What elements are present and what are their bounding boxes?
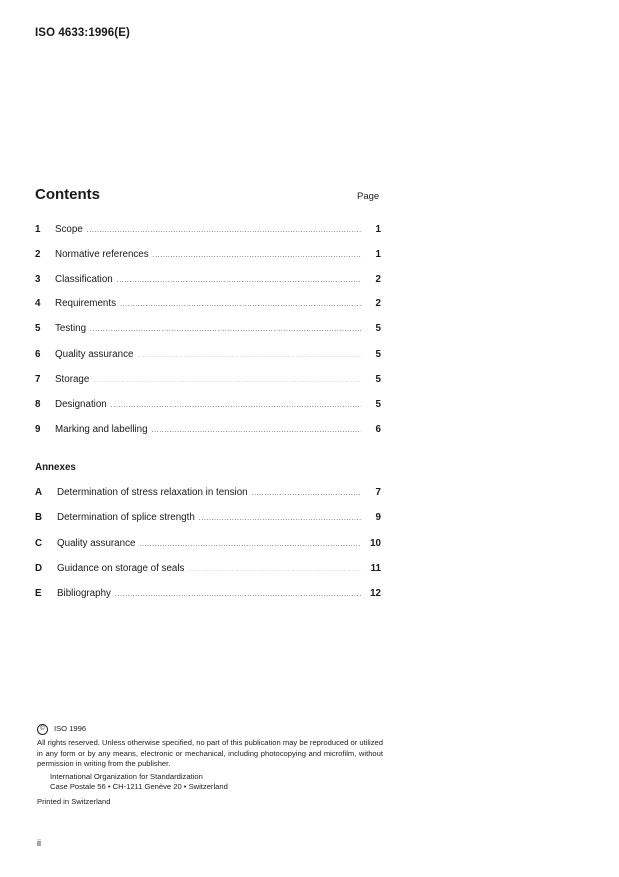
toc-entry[interactable] bbox=[35, 249, 381, 263]
toc-entry-title: Designation bbox=[55, 399, 107, 410]
toc-entry-title: Testing bbox=[55, 323, 87, 334]
toc-entry-title: Normative references bbox=[55, 249, 149, 260]
toc-entry[interactable] bbox=[35, 424, 381, 438]
copyright-year: ISO 1996 bbox=[54, 724, 87, 734]
toc-entry-page: 6 bbox=[375, 424, 381, 435]
annex-entry-page: 11 bbox=[370, 563, 381, 574]
dot-leader bbox=[117, 277, 361, 284]
toc-entry-title: Classification bbox=[55, 274, 113, 285]
dot-leader bbox=[153, 252, 361, 259]
toc-entry[interactable] bbox=[35, 224, 381, 238]
annex-entry-page: 10 bbox=[370, 538, 381, 549]
toc-entry-page: 5 bbox=[375, 399, 381, 410]
toc-entry-number: 9 bbox=[35, 424, 41, 435]
page-column-label: Page bbox=[357, 191, 380, 202]
toc-entry-page: 1 bbox=[375, 249, 381, 260]
toc-entry-title: Quality assurance bbox=[55, 349, 134, 360]
annex-entry-title: Determination of splice strength bbox=[57, 512, 195, 523]
annex-entry-page: 7 bbox=[375, 487, 381, 498]
printed-in: Printed in Switzerland bbox=[37, 796, 111, 806]
annex-entry-title: Quality assurance bbox=[57, 538, 136, 549]
annex-entry[interactable] bbox=[35, 588, 381, 602]
copyright-line bbox=[37, 724, 383, 735]
toc-entry-page: 2 bbox=[375, 274, 381, 285]
dot-leader bbox=[87, 227, 361, 234]
dot-leader bbox=[93, 377, 361, 384]
toc-entry-page: 1 bbox=[375, 224, 381, 235]
annexes-heading: Annexes bbox=[35, 462, 76, 473]
annex-entry[interactable] bbox=[35, 538, 381, 552]
publisher-name: International Organization for Standardization bbox=[50, 771, 203, 781]
rights-statement: All rights reserved. Unless otherwise specified, no part of this publication may be reproduced or utilized in any form or by any means, electronic or mechanical, including photocopying and microfilm, without permission in writing from the publisher. bbox=[37, 738, 383, 768]
annex-entry-letter: A bbox=[35, 487, 43, 498]
toc-entry-page: 5 bbox=[375, 374, 381, 385]
annex-entry-page: 9 bbox=[375, 512, 381, 523]
dot-leader bbox=[199, 515, 361, 522]
toc-entry-number: 2 bbox=[35, 249, 41, 260]
toc-entry-page: 5 bbox=[375, 349, 381, 360]
dot-leader bbox=[111, 402, 361, 409]
annex-entry-title: Bibliography bbox=[57, 588, 111, 599]
toc-entry-title: Storage bbox=[55, 374, 90, 385]
dot-leader bbox=[115, 591, 361, 598]
annex-entry-letter: B bbox=[35, 512, 43, 523]
annex-entry-title: Determination of stress relaxation in tension bbox=[57, 487, 248, 498]
annex-entry-title: Guidance on storage of seals bbox=[57, 563, 185, 574]
toc-entry-number: 1 bbox=[35, 224, 41, 235]
dot-leader bbox=[188, 566, 361, 573]
annex-entry-letter: E bbox=[35, 588, 42, 599]
document-code: ISO 4633:1996(E) bbox=[35, 27, 130, 39]
annex-entry-letter: D bbox=[35, 563, 43, 574]
toc-entry[interactable] bbox=[35, 298, 381, 312]
annex-entry[interactable] bbox=[35, 563, 381, 577]
dot-leader bbox=[137, 352, 361, 359]
toc-entry-page: 5 bbox=[375, 323, 381, 334]
toc-entry-title: Marking and labelling bbox=[55, 424, 148, 435]
annex-entry[interactable] bbox=[35, 487, 381, 501]
toc-entry[interactable] bbox=[35, 274, 381, 288]
toc-entry-page: 2 bbox=[375, 298, 381, 309]
dot-leader bbox=[120, 301, 361, 308]
toc-entry-number: 7 bbox=[35, 374, 41, 385]
copyright-symbol: © bbox=[37, 724, 48, 735]
toc-entry-title: Scope bbox=[55, 224, 83, 235]
toc-entry-number: 8 bbox=[35, 399, 41, 410]
publisher-address bbox=[50, 772, 383, 793]
page-folio: ii bbox=[37, 838, 41, 848]
toc-entry-number: 5 bbox=[35, 323, 41, 334]
annex-entry-letter: C bbox=[35, 538, 43, 549]
dot-leader bbox=[152, 427, 361, 434]
dot-leader bbox=[139, 541, 361, 548]
toc-entry[interactable] bbox=[35, 323, 381, 337]
contents-title: Contents bbox=[35, 186, 100, 203]
toc-entry[interactable] bbox=[35, 399, 381, 413]
toc-entry-title: Requirements bbox=[55, 298, 116, 309]
dot-leader bbox=[90, 326, 361, 333]
copyright-notice bbox=[37, 724, 383, 807]
toc-entry-number: 6 bbox=[35, 349, 41, 360]
toc-entry-number: 3 bbox=[35, 274, 41, 285]
dot-leader bbox=[252, 490, 361, 497]
toc-entry[interactable] bbox=[35, 374, 381, 388]
publisher-postal: Case Postale 56 • CH-1211 Genève 20 • Switzerland bbox=[50, 782, 228, 791]
toc-entry-number: 4 bbox=[35, 298, 41, 309]
toc-entry[interactable] bbox=[35, 349, 381, 363]
annex-entry-page: 12 bbox=[370, 588, 381, 599]
annex-entry[interactable] bbox=[35, 512, 381, 526]
